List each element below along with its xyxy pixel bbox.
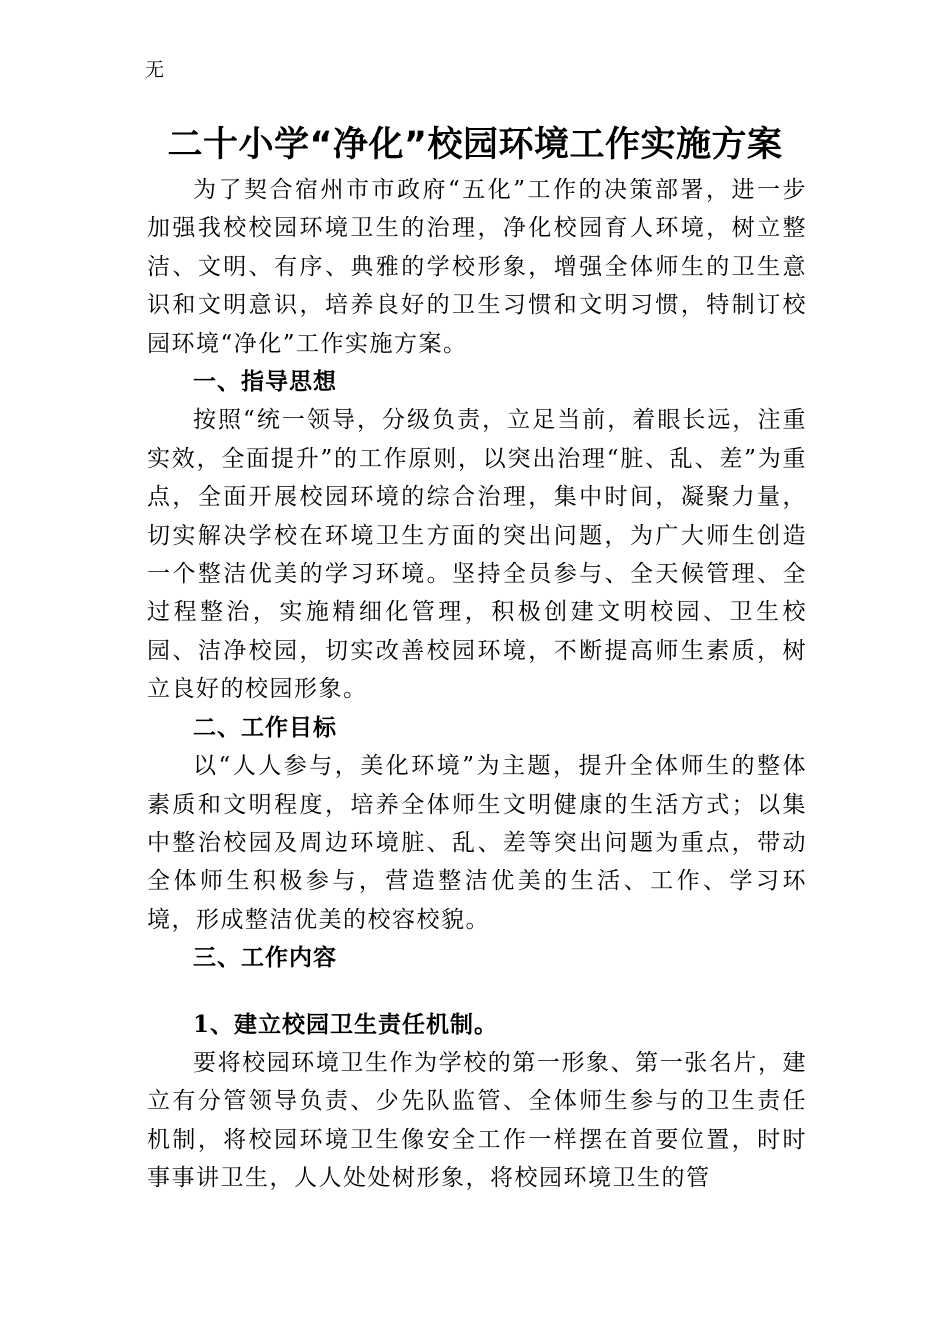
document-body [147, 171, 807, 1198]
section-heading-work-goals: 二、工作目标 [193, 714, 337, 741]
intro-paragraph: 为了契合宿州市市政府“五化”工作的决策部署，进一步加强我校校园环境卫生的治理，净化校园育人环境，树立整洁、文明、有序、典雅的学校形象，增强全体师生的卫生意识和文明意识，培养良好的卫生习惯和文明习惯，特制订校园环境“净化”工作实施方案。 [147, 177, 807, 357]
section-heading-guiding-ideology: 一、指导思想 [193, 369, 337, 396]
section-text-work-goals: 以“人人参与，美化环境”为主题，提升全体师生的整体素质和文明程度，培养全体师生文明健康的生活方式；以集中整治校园及周边环境脏、乱、差等突出问题为重点，带动全体师生积极参与，营造整洁优美的生活、工作、学习环境，形成整洁优美的校容校貌。 [147, 753, 807, 933]
section-heading-work-content: 三、工作内容 [193, 945, 337, 972]
subsection-text: 要将校园环境卫生作为学校的第一形象、第一张名片，建立有分管领导负责、少先队监管、全体师生参与的卫生责任机制，将校园环境卫生像安全工作一样摆在首要位置，时时事事讲卫生，人人处处树形象，将校园环境卫生的管 [147, 1049, 807, 1192]
section-text-guiding-ideology: 按照“统一领导，分级负责，立足当前，着眼长远，注重实效，全面提升”的工作原则，以突出治理“脏、乱、差”为重点，全面开展校园环境的综合治理，集中时间，凝聚力量，切实解决学校在环境卫生方面的突出问题，为广大师生创造一个整洁优美的学习环境。坚持全员参与、全天候管理、全过程整治，实施精细化管理，积极创建文明校园、卫生校园、洁净校园，切实改善校园环境，不断提高师生素质，树立良好的校园形象。 [147, 407, 807, 703]
spacer [147, 978, 807, 1006]
document-title: 二十小学“净化”校园环境工作实施方案 [167, 125, 783, 165]
header-mark: 无 [145, 59, 165, 81]
subsection-heading: 1、建立校园卫生责任机制。 [193, 1010, 499, 1038]
